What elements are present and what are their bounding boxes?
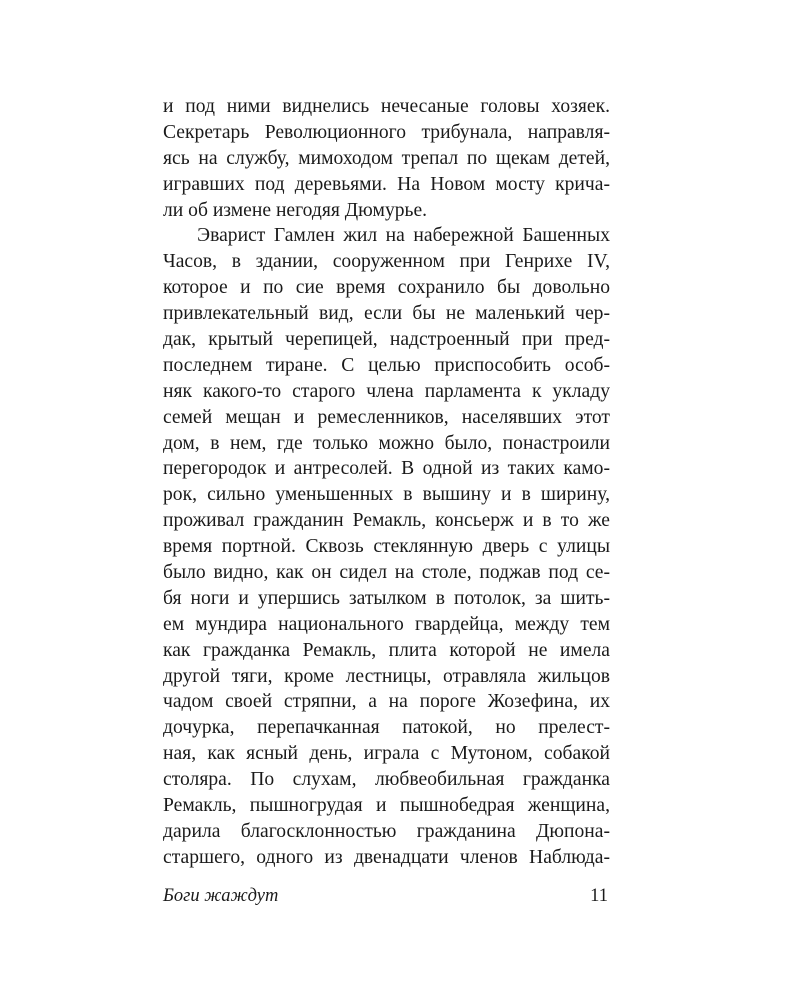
- text-line: время портной. Сквозь стеклянную дверь с улицы: [163, 536, 610, 558]
- text-line: няк какого-то старого члена парламента к укладу: [163, 380, 610, 402]
- text-line: ем мундира национального гвардейца, между тем: [163, 613, 610, 635]
- text-line: Эварист Гамлен жил на набережной Башенных: [163, 225, 610, 247]
- text-line: и под ними виднелись нечесаные головы хозяек.: [163, 96, 610, 117]
- page-footer: [163, 883, 610, 909]
- text-line: Часов, в здании, сооруженном при Генрихе IV,: [163, 251, 610, 273]
- text-line: дом, в нем, где только можно было, понастроили: [163, 432, 610, 454]
- text-line: дак, крытый черепицей, надстроенный при пред-: [163, 329, 610, 351]
- text-line: старшего, одного из двенадцати членов Наблюда-: [163, 846, 610, 868]
- text-line: столяра. По слухам, любвеобильная гражданка: [163, 769, 610, 791]
- text-line: ясь на службу, мимоходом трепал по щекам детей,: [163, 147, 610, 169]
- text-line: дарила благосклонностью гражданина Дюпона-: [163, 820, 610, 842]
- running-title: Боги жаждут: [163, 886, 279, 906]
- text-line: Ремакль, пышногрудая и пышнобедрая женщина,: [163, 795, 610, 817]
- text-line: дочурка, перепачканная патокой, но прелест-: [163, 717, 610, 739]
- text-line: бя ноги и упершись затылком в потолок, за шить-: [163, 587, 610, 609]
- text-line: последнем тиране. С целью приспособить особ-: [163, 354, 610, 376]
- text-line: как гражданка Ремакль, плита которой не имела: [163, 639, 610, 661]
- text-line: проживал гражданин Ремакль, консьерж и в то же: [163, 510, 610, 532]
- text-line: Секретарь Революционного трибунала, направля-: [163, 121, 610, 143]
- text-line: игравших под деревьями. На Новом мосту крича-: [163, 173, 610, 195]
- text-line: ная, как ясный день, играла с Мутоном, собакой: [163, 743, 610, 765]
- text-line: привлекательный вид, если бы не маленький чер-: [163, 303, 610, 325]
- text-line: семей мещан и ремесленников, населявших этот: [163, 406, 610, 428]
- text-line: было видно, как он сидел на столе, поджав под се-: [163, 562, 610, 584]
- text-line: перегородок и антресолей. В одной из таких камо-: [163, 458, 610, 480]
- text-line: которое и по сие время сохранило бы довольно: [163, 277, 610, 299]
- body-text: [163, 94, 610, 871]
- page-number: 11: [590, 886, 608, 906]
- text-line: рок, сильно уменьшенных в вышину и в ширину,: [163, 484, 610, 506]
- text-line: ли об измене негодяя Дюмурье.: [163, 199, 428, 221]
- text-line: чадом своей стряпни, а на пороге Жозефина, их: [163, 691, 610, 713]
- text-line: другой тяги, кроме лестницы, отравляла жильцов: [163, 665, 610, 687]
